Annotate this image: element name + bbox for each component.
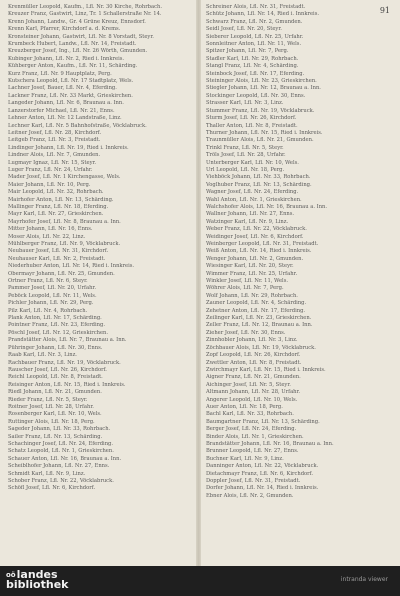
directory-entry: Ebner Alois, Lfl. Nr. 2, Gmunden. [206,492,294,499]
directory-entry: Aichinger Josef, Lfl. Nr. 5, Steyr. [206,381,291,388]
logo-line1: landes [16,568,58,581]
left-column [8,4,192,493]
directory-entry: Lehner Anton, Lfl. Nr. 12 Landstraße, Linz. [8,115,122,122]
directory-entry: Scheiblhofer Johann, Lfl. Nr. 27, Enns. [8,463,110,470]
directory-entry: Schreiner Alois, Lfl. Nr. 31, Freistadt. [206,4,306,10]
directory-entry: Mairhofer Anton, Lfl. Nr. 13, Schärding. [8,196,114,203]
directory-entry: Brandstätter Johann, Lfl. Nr. 16, Braunau a. Inn. [206,440,334,447]
directory-entry: Zehetner Anton, Lfl. Nr. 17, Eferding. [206,307,306,314]
directory-entry: Wöhrer Alois, Lfl. Nr. 7, Perg. [206,285,284,292]
right-column [206,4,390,500]
directory-entry: Schöfl Josef, Lfl. Nr. 6, Kirchdorf. [8,485,96,492]
directory-entry: Wiesinger Karl, Lfl. Nr. 20, Steyr. [206,263,294,270]
directory-entry: Kreuzberger Josef, Ing., Lfl. Nr. 26 Wörth, Gmunden. [8,48,148,55]
directory-entry: Krenn Karl, Pfarrer, Kirchdorf a. d. Krems. [8,26,121,33]
directory-entry: Krenn Johann, Landw., Gr. 4 Grüne Kreuz, Ennsdorf. [8,18,146,25]
directory-entry: Pühringer Johann, Lfl. Nr. 30, Enns. [8,344,103,351]
directory-entry: Mitter Johann, Lfl. Nr. 16, Enns. [8,226,93,233]
directory-entry: Schatz Leopold, Lfl. Nr. 1, Grieskirchen. [8,448,114,455]
viewer-label: intranda viewer [340,576,388,583]
directory-entry: Strasser Karl, Lfl. Nr. 3, Linz. [206,100,284,107]
directory-entry: Walchshofer Alois, Lfl. Nr. 16, Braunau a. Inn. [206,203,328,210]
directory-entry: Weidinger Josef, Lfl. Nr. 6, Kirchdorf. [206,233,304,240]
directory-entry: Schwarz Franz, Lfl. Nr. 2, Gmunden. [206,18,303,25]
directory-entry: Kreuzer Franz, Gastwirt, Linz, Tr. 1 Schallerstraße Nr. 14. [8,11,162,18]
directory-entry: Steininger Alois, Lfl. Nr. 23, Grieskirchen. [206,78,317,85]
directory-entry: Voglhuber Franz, Lfl. Nr. 13, Schärding. [206,181,312,188]
directory-entry: Tröls Josef, Lfl. Nr. 28, Urfahr. [206,152,286,159]
directory-entry: Weber Franz, Lfl. Nr. 22, Vöcklabruck. [206,226,307,233]
directory-entry: Danninger Anton, Lfl. Nr. 22, Vöcklabruck. [206,463,319,470]
directory-entry: Krumbeck Hubert, Landw., Lfl. Nr. 14, Freistadt. [8,41,137,48]
directory-entry: Zieher Josef, Lfl. Nr. 30, Enns. [206,329,286,336]
directory-entry: Unterberger Karl, Lfl. Nr. 10, Wels. [206,159,299,166]
directory-entry: Mayr Karl, Lfl. Nr. 27, Grieskirchen. [8,211,104,218]
directory-entry: Url Leopold, Lfl. Nr. 18, Perg. [206,166,285,173]
directory-entry: Plank Anton, Lfl. Nr. 17, Schärding. [8,315,102,322]
logo-line2: bibliothek [6,578,69,591]
directory-entry: Mayrhofer Josef, Lfl. Nr. 8, Braunau a. Inn. [8,218,121,225]
directory-entry: Baumgartner Franz, Lfl. Nr. 13, Schärding. [206,418,320,425]
directory-entry: Pammer Josef, Lfl. Nr. 20, Urfahr. [8,285,96,292]
directory-entry: Reichl Leopold, Lfl. Nr. 8, Freistadt. [8,374,103,381]
directory-entry: Luger Franz, Lfl. Nr. 24, Urfahr. [8,166,93,173]
directory-entry: Schmidt Karl, Lfl. Nr. 9, Linz. [8,470,86,477]
directory-entry: Schauer Anton, Lfl. Nr. 16, Braunau a. Inn. [8,455,122,462]
directory-entry: Moser Alois, Lfl. Nr. 22, Linz. [8,233,86,240]
directory-entry: Bachl Karl, Lfl. Nr. 33, Rohrbach. [206,411,294,418]
directory-entry: Rachbauer Franz, Lfl. Nr. 19, Vöcklabruck. [8,359,121,366]
directory-entry: Berger Josef, Lfl. Nr. 24, Eferding. [206,426,297,433]
directory-entry: Mader Josef, Lfl. Nr. 1 Kirchengasse, Wels. [8,174,121,181]
directory-entry: Dietachmayr Franz, Lfl. Nr. 6, Kirchdorf. [206,470,314,477]
directory-entry: Rosenberger Karl, Lfl. Nr. 10, Wels. [8,411,102,418]
directory-entry: Pichler Johann, Lfl. Nr. 29, Perg. [8,300,94,307]
directory-entry: Stummer Franz, Lfl. Nr. 19, Vöcklabruck. [206,107,315,114]
directory-entry: Mair Leopold, Lfl. Nr. 32, Rohrbach. [8,189,104,196]
directory-entry: Kurz Franz, Lfl. Nr. 9 Hauptplatz, Perg. [8,70,112,77]
directory-entry: Lackner Franz, Lfl. Nr. 33 Markt, Grieskirchen. [8,92,133,99]
directory-entry: Schachinger Josef, Lfl. Nr. 24, Eferding. [8,440,114,447]
directory-entry: Sieberer Leopold, Lfl. Nr. 25, Urfahr. [206,33,304,40]
directory-entry: Stockinger Leopold, Lfl. Nr. 30, Enns. [206,92,306,99]
directory-entry: Schober Franz, Lfl. Nr. 22, Vöcklabruck. [8,478,114,484]
directory-entry: Schütz Johann, Lfl. Nr. 14, Ried i. Innkreis. [206,11,320,18]
directory-entry: Kutschera Leopold, Lfl. Nr. 17 Stadtplatz, Wels. [8,78,134,85]
directory-entry: Wallner Johann, Lfl. Nr. 27, Enns. [206,211,295,218]
logo-prefix: oö [6,571,16,579]
directory-entry: Altmann Johann, Lfl. Nr. 28, Urfahr. [206,389,301,396]
directory-entry: Zeller Franz, Lfl. Nr. 12, Braunau a. Inn. [206,322,313,329]
directory-entry: Zöchbauer Alois, Lfl. Nr. 19, Vöcklabruck. [206,344,316,351]
directory-entry: Mühlberger Franz, Lfl. Nr. 9, Vöcklabruck. [8,241,121,247]
directory-entry: Zeilinger Karl, Lfl. Nr. 23, Grieskirchen. [206,315,312,322]
directory-entry: Trinkl Franz, Lfl. Nr. 5, Steyr. [206,144,284,151]
directory-entry: Brunner Leopold, Lfl. Nr. 27, Enns. [206,448,299,455]
directory-entry: Stiegler Johann, Lfl. Nr. 12, Braunau a. Inn. [206,85,321,92]
directory-entry: Stadler Karl, Lfl. Nr. 29, Rohrbach. [206,55,299,62]
directory-entry: Traunmüller Alois, Lfl. Nr. 21, Gmunden. [206,137,314,144]
directory-entry: Riedl Johann, Lfl. Nr. 21, Gmunden. [8,389,102,396]
directory-entry: Angerer Leopold, Lfl. Nr. 10, Wels. [206,396,298,403]
directory-entry: Steinbock Josef, Lfl. Nr. 17, Eferding. [206,70,305,77]
directory-entry: Auer Anton, Lfl. Nr. 18, Perg. [206,403,283,410]
directory-entry: Binder Alois, Lfl. Nr. 1, Grieskirchen. [206,433,304,440]
directory-entry: Ruttinger Alois, Lfl. Nr. 18, Perg. [8,418,95,425]
library-logo[interactable] [6,570,68,590]
directory-entry: Lindinger Johann, Lfl. Nr. 19, Ried i. Innkreis. [8,144,129,151]
directory-entry: Zinnhobler Johann, Lfl. Nr. 3, Linz. [206,337,298,344]
directory-entry: Reisinger Anton, Lfl. Nr. 15, Ried i. Innkreis. [8,381,126,388]
directory-entry: Krenmüller Leopold, Kaufm., Lfl. Nr. 30 Kirche, Rohrbach. [8,4,162,10]
directory-entry: Sageder Johann, Lfl. Nr. 33, Rohrbach. [8,426,111,433]
directory-entry: Pöschl Josef, Lfl. Nr. 12, Grieskirchen. [8,329,109,336]
directory-entry: Ortner Franz, Lfl. Nr. 6, Steyr. [8,278,88,285]
directory-entry: Leitner Josef, Lfl. Nr. 28, Kirchdorf. [8,129,102,136]
directory-entry: Zwirchmayr Karl, Lfl. Nr. 15, Ried i. Innkreis. [206,366,326,373]
directory-entry: Wenger Johann, Lfl. Nr. 2, Gmunden. [206,255,304,262]
directory-entry: Wagner Josef, Lfl. Nr. 24, Eferding. [206,189,299,196]
directory-entry: Sailer Franz, Lfl. Nr. 13, Schärding. [8,433,103,440]
directory-entry: Maier Johann, Lfl. Nr. 10, Perg. [8,181,91,188]
directory-entry: Rieder Franz, Lfl. Nr. 5, Steyr. [8,396,88,403]
directory-entry: Spitzer Johann, Lfl. Nr. 7, Perg. [206,48,289,55]
directory-entry: Zopf Leopold, Lfl. Nr. 26, Kirchdorf. [206,352,301,359]
directory-entry: Wahl Anton, Lfl. Nr. 1, Grieskirchen. [206,196,302,203]
directory-entry: Aigner Franz, Lfl. Nr. 21, Gmunden. [206,374,301,381]
directory-entry: Zwettler Anton, Lfl. Nr. 8, Freistadt. [206,359,302,366]
directory-entry: Wimmer Franz, Lfl. Nr. 25, Urfahr. [206,270,298,277]
directory-entry: Leitgeb Franz, Lfl. Nr. 3, Freistadt. [8,137,101,144]
directory-entry: Winkler Josef, Lfl. Nr. 11, Wels. [206,278,289,285]
directory-entry: Zauner Leopold, Lfl. Nr. 4, Schärding. [206,300,307,307]
directory-entry: Niederhuber Anton, Lfl. Nr. 14, Ried i. Innkreis. [8,263,135,270]
directory-entry: Roitner Josef, Lfl. Nr. 28, Urfahr. [8,403,94,410]
directory-entry: Weiß Anton, Lfl. Nr. 14, Ried i. Innkreis. [206,248,312,255]
directory-entry: Watzinger Karl, Lfl. Nr. 9, Linz. [206,218,289,225]
page-number: 91 [379,6,390,15]
directory-entry: Sonnleitner Anton, Lfl. Nr. 11, Wels. [206,41,302,48]
directory-entry: Lugmayr Ignaz, Lfl. Nr. 15, Steyr. [8,159,97,166]
directory-entry: Lindner Alois, Lfl. Nr. 7, Gmunden. [8,152,101,159]
directory-entry: Mallinger Franz, Lfl. Nr. 18, Eferding. [8,203,109,210]
directory-entry: Thurner Johann, Lfl. Nr. 15, Ried i. Innkreis. [206,129,323,136]
directory-entry: Stangl Franz, Lfl. Nr. 4, Schärding. [206,63,299,70]
viewer-footer [0,566,400,596]
directory-entry: Lanzerstorfer Michael, Lfl. Nr. 21, Enns. [8,107,115,114]
directory-entry: Weinberger Leopold, Lfl. Nr. 31, Freistadt. [206,241,319,247]
directory-entry: Thaller Anton, Lfl. Nr. 8, Freistadt. [206,122,298,129]
directory-entry: Prandstätter Alois, Lfl. Nr. 7, Braunau a. Inn. [8,337,127,344]
directory-entry: Wolf Johann, Lfl. Nr. 29, Rohrbach. [206,292,298,299]
directory-entry: Pilz Karl, Lfl. Nr. 4, Rohrbach. [8,307,88,314]
directory-entry: Langeder Johann, Lfl. Nr. 6, Braunau a. Inn. [8,100,124,107]
directory-entry: Lechner Karl, Lfl. Nr. 5 Bahnhofstraße, Vöcklabruck. [8,122,147,129]
directory-entry: Neubauer Josef, Lfl. Nr. 31, Kirchdorf. [8,248,109,255]
directory-entry: Kühberger Anton, Kaufm., Lfl. Nr. 11, Schärding. [8,63,138,70]
directory-entry: Rauscher Josef, Lfl. Nr. 26, Kirchdorf. [8,366,107,373]
directory-entry: Lachner Josef, Bauer, Lfl. Nr. 4, Eferding. [8,85,117,92]
page-gutter [196,0,201,566]
directory-entry: Raab Karl, Lfl. Nr. 3, Linz. [8,352,77,359]
directory-entry: Doppler Josef, Lfl. Nr. 31, Freistadt. [206,478,301,484]
directory-entry: Buchner Karl, Lfl. Nr. 9, Linz. [206,455,284,462]
directory-entry: Dorfer Johann, Lfl. Nr. 14, Ried i. Innkreis. [206,485,319,492]
directory-entry: Kubinger Johann, Lfl. Nr. 2, Ried i. Innkreis. [8,55,125,62]
directory-entry: Obermayr Johann, Lfl. Nr. 25, Gmunden. [8,270,115,277]
directory-entry: Viehböck Johann, Lfl. Nr. 33, Rohrbach. [206,174,311,181]
directory-entry: Peböck Leopold, Lfl. Nr. 11, Wels. [8,292,97,299]
directory-entry: Sturm Josef, Lfl. Nr. 26, Kirchdorf. [206,115,297,122]
directory-entry: Kronsteiner Johann, Gastwirt, Lfl. Nr. 8 Vorstadt, Steyr. [8,33,154,40]
directory-entry: Seidl Josef, Lfl. Nr. 20, Steyr. [206,26,282,33]
directory-entry: Pointner Franz, Lfl. Nr. 23, Eferding. [8,322,105,329]
directory-entry: Neuhauser Karl, Lfl. Nr. 2, Freistadt. [8,255,106,262]
